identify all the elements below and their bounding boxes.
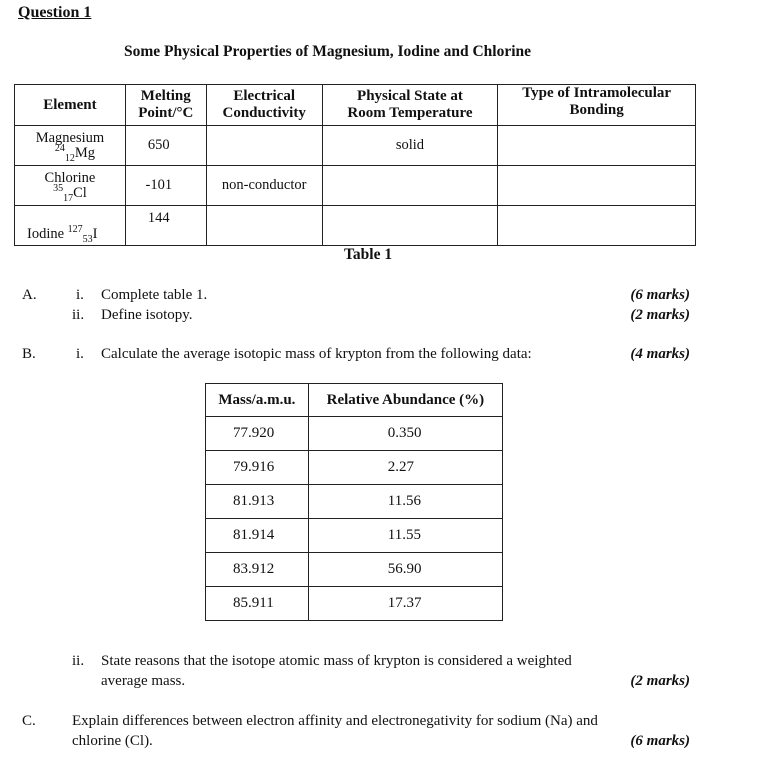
conductivity-cell: non-conductor — [206, 166, 322, 206]
mass-cell: 79.916 — [206, 451, 309, 485]
part-a-item-1-marks: (6 marks) — [630, 287, 690, 303]
part-c-line-2: chlorine (Cl). — [72, 733, 153, 749]
header-element: Element — [15, 85, 126, 126]
table-row-magnesium — [15, 126, 696, 166]
table-row — [206, 451, 503, 485]
abundance-cell: 11.56 — [308, 485, 502, 519]
header-mass: Mass/a.m.u. — [206, 384, 309, 417]
table-row-iodine — [15, 206, 696, 246]
part-a-item-2-marks: (2 marks) — [630, 307, 690, 323]
mass-cell: 83.912 — [206, 553, 309, 587]
bonding-cell — [498, 126, 696, 166]
table1-caption: Table 1 — [344, 246, 393, 263]
part-a-label: A. — [22, 287, 37, 303]
bonding-cell — [498, 166, 696, 206]
part-b-item-2-line-2: average mass. — [101, 673, 186, 689]
part-b-item-2-num: ii. — [72, 653, 85, 669]
physical-state-cell: solid — [322, 126, 498, 166]
part-b-item-2-marks: (2 marks) — [630, 673, 690, 689]
physical-state-cell — [322, 166, 498, 206]
part-b-item-1-marks: (4 marks) — [630, 346, 690, 362]
part-b-label: B. — [22, 346, 36, 362]
header-abundance: Relative Abundance (%) — [308, 384, 502, 417]
part-a-item-1-num: i. — [76, 287, 84, 303]
header-conductivity: Electrical Conductivity — [206, 85, 322, 126]
table-row — [206, 417, 503, 451]
melting-point-cell: 144 — [125, 206, 206, 246]
mass-cell: 81.914 — [206, 519, 309, 553]
abundance-cell: 56.90 — [308, 553, 502, 587]
header-physical-state: Physical State at Room Temperature — [322, 85, 498, 126]
mass-cell: 85.911 — [206, 587, 309, 621]
part-b-item-1-num: i. — [76, 346, 84, 362]
table-row-chlorine — [15, 166, 696, 206]
properties-table — [14, 84, 696, 246]
element-cell: Magnesium $^{24}_{12}$Mg — [15, 126, 126, 166]
physical-state-cell — [322, 206, 498, 246]
header-bonding-type: Type of Intramolecular Bonding — [498, 85, 696, 126]
table-row — [206, 587, 503, 621]
part-b-item-1-text: Calculate the average isotopic mass of krypton from the following data: — [101, 346, 532, 362]
conductivity-cell — [206, 206, 322, 246]
header-melting-point: Melting Point/°C — [125, 85, 206, 126]
abundance-cell: 17.37 — [308, 587, 502, 621]
table-row — [206, 485, 503, 519]
question-title: Question 1 — [18, 4, 92, 21]
element-cell: Chlorine $^{35}_{17}$Cl — [15, 166, 126, 206]
mass-cell: 77.920 — [206, 417, 309, 451]
table-row — [206, 553, 503, 587]
mass-cell: 81.913 — [206, 485, 309, 519]
abundance-cell: 11.55 — [308, 519, 502, 553]
krypton-isotope-table — [205, 383, 503, 621]
table-row — [206, 519, 503, 553]
melting-point-cell: 650 — [125, 126, 206, 166]
krypton-header-row — [206, 384, 503, 417]
part-c-marks: (6 marks) — [630, 733, 690, 749]
part-c-label: C. — [22, 713, 36, 729]
part-a-item-1-text: Complete table 1. — [101, 287, 208, 303]
table1-title: Some Physical Properties of Magnesium, Iodine and Chlorine — [124, 43, 532, 60]
part-a-item-2-text: Define isotopy. — [101, 307, 193, 323]
part-a-item-2-num: ii. — [72, 307, 85, 323]
part-c-line-1: Explain differences between electron affinity and electronegativity for sodium (Na) and — [72, 713, 598, 729]
table1-header-row — [15, 85, 696, 126]
melting-point-cell: -101 — [125, 166, 206, 206]
abundance-cell: 2.27 — [308, 451, 502, 485]
part-b-item-2-line-1: State reasons that the isotope atomic mass of krypton is considered a weighted — [101, 653, 572, 669]
element-cell: Iodine $^{127}_{53}$I — [15, 206, 126, 246]
conductivity-cell — [206, 126, 322, 166]
bonding-cell — [498, 206, 696, 246]
abundance-cell: 0.350 — [308, 417, 502, 451]
